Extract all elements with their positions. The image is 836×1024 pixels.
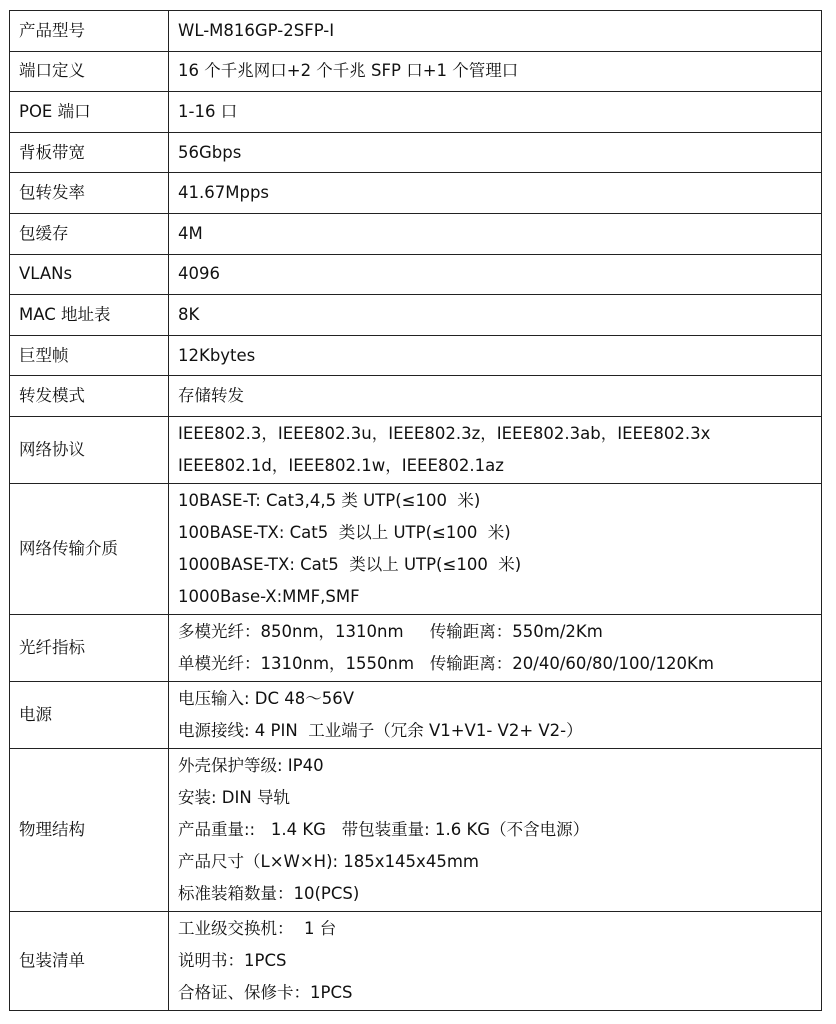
spec-label: 端口定义	[10, 51, 169, 92]
spec-value-line: 单模光纤：1310nm，1550nm 传输距离：20/40/60/80/100/120Km	[178, 653, 714, 673]
spec-value-line: 安装: DIN 导轨	[178, 787, 290, 807]
spec-value-line: IEEE802.1d，IEEE802.1w，IEEE802.1az	[178, 455, 504, 475]
spec-value-line: 产品重量:: 1.4 KG 带包装重量: 1.6 KG（不含电源）	[178, 819, 590, 839]
spec-value-line: 电源接线: 4 PIN 工业端子（冗余 V1+V1- V2+ V2-）	[178, 720, 583, 740]
spec-value	[169, 295, 822, 336]
spec-label: POE 端口	[10, 92, 169, 133]
spec-value	[169, 416, 822, 483]
spec-row	[10, 51, 822, 92]
spec-row	[10, 173, 822, 214]
spec-value-line: IEEE802.3，IEEE802.3u，IEEE802.3z，IEEE802.3ab，IEEE802.3x	[178, 423, 711, 443]
spec-value-line: 4096	[178, 264, 220, 284]
spec-value	[169, 254, 822, 295]
spec-label: 光纤指标	[10, 614, 169, 681]
spec-row	[10, 254, 822, 295]
spec-table	[9, 10, 822, 1011]
spec-value-line: 1000BASE-TX: Cat5 类以上 UTP(≤100 米)	[178, 554, 522, 574]
spec-value	[169, 11, 822, 52]
spec-label: 包装清单	[10, 911, 169, 1010]
spec-value	[169, 614, 822, 681]
spec-value-line: 多模光纤：850nm，1310nm 传输距离：550m/2Km	[178, 621, 603, 641]
spec-label: VLANs	[10, 254, 169, 295]
spec-label: 网络传输介质	[10, 483, 169, 614]
spec-row	[10, 748, 822, 911]
spec-value-line: 电压输入: DC 48～56V	[178, 688, 355, 708]
spec-value-line: 外壳保护等级: IP40	[178, 755, 324, 775]
spec-value	[169, 92, 822, 133]
spec-value	[169, 911, 822, 1010]
spec-value-line: 41.67Mpps	[178, 183, 270, 203]
spec-value	[169, 213, 822, 254]
spec-value	[169, 132, 822, 173]
spec-value-line: 存储转发	[178, 386, 244, 406]
spec-value	[169, 173, 822, 214]
spec-table-body	[10, 11, 822, 1011]
spec-value-line: 12Kbytes	[178, 345, 256, 365]
spec-label: 巨型帧	[10, 335, 169, 376]
spec-row	[10, 681, 822, 748]
spec-value-line: 1-16 口	[178, 101, 238, 121]
spec-value	[169, 51, 822, 92]
spec-value-line: 10BASE-T: Cat3,4,5 类 UTP(≤100 米)	[178, 490, 481, 510]
spec-value	[169, 483, 822, 614]
spec-row	[10, 376, 822, 417]
spec-value-line: 合格证、保修卡：1PCS	[178, 982, 353, 1002]
spec-value-line: 4M	[178, 223, 203, 243]
spec-row	[10, 614, 822, 681]
spec-label: 产品型号	[10, 11, 169, 52]
spec-value	[169, 376, 822, 417]
spec-label: 网络协议	[10, 416, 169, 483]
spec-label: 电源	[10, 681, 169, 748]
spec-value-line: WL-M816GP-2SFP-I	[178, 20, 335, 40]
spec-value-line: 工业级交换机： 1 台	[178, 918, 337, 938]
spec-label: MAC 地址表	[10, 295, 169, 336]
spec-label: 背板带宽	[10, 132, 169, 173]
spec-value-line: 标准装箱数量：10(PCS)	[178, 883, 360, 903]
spec-value-line: 8K	[178, 304, 200, 324]
spec-row	[10, 213, 822, 254]
spec-value-line: 100BASE-TX: Cat5 类以上 UTP(≤100 米)	[178, 522, 511, 542]
spec-label: 物理结构	[10, 748, 169, 911]
spec-value-line: 16 个千兆网口+2 个千兆 SFP 口+1 个管理口	[178, 61, 519, 81]
spec-label: 包转发率	[10, 173, 169, 214]
spec-value	[169, 681, 822, 748]
spec-row	[10, 416, 822, 483]
spec-value	[169, 748, 822, 911]
spec-value-line: 产品尺寸（L×W×H): 185x145x45mm	[178, 851, 479, 871]
spec-row	[10, 132, 822, 173]
spec-row	[10, 92, 822, 133]
spec-value	[169, 335, 822, 376]
spec-row	[10, 483, 822, 614]
spec-value-line: 说明书：1PCS	[178, 950, 287, 970]
spec-row	[10, 11, 822, 52]
spec-row	[10, 295, 822, 336]
spec-label: 包缓存	[10, 213, 169, 254]
spec-label: 转发模式	[10, 376, 169, 417]
spec-row	[10, 335, 822, 376]
spec-value-line: 56Gbps	[178, 142, 242, 162]
spec-row	[10, 911, 822, 1010]
spec-value-line: 1000Base-X:MMF,SMF	[178, 586, 360, 606]
